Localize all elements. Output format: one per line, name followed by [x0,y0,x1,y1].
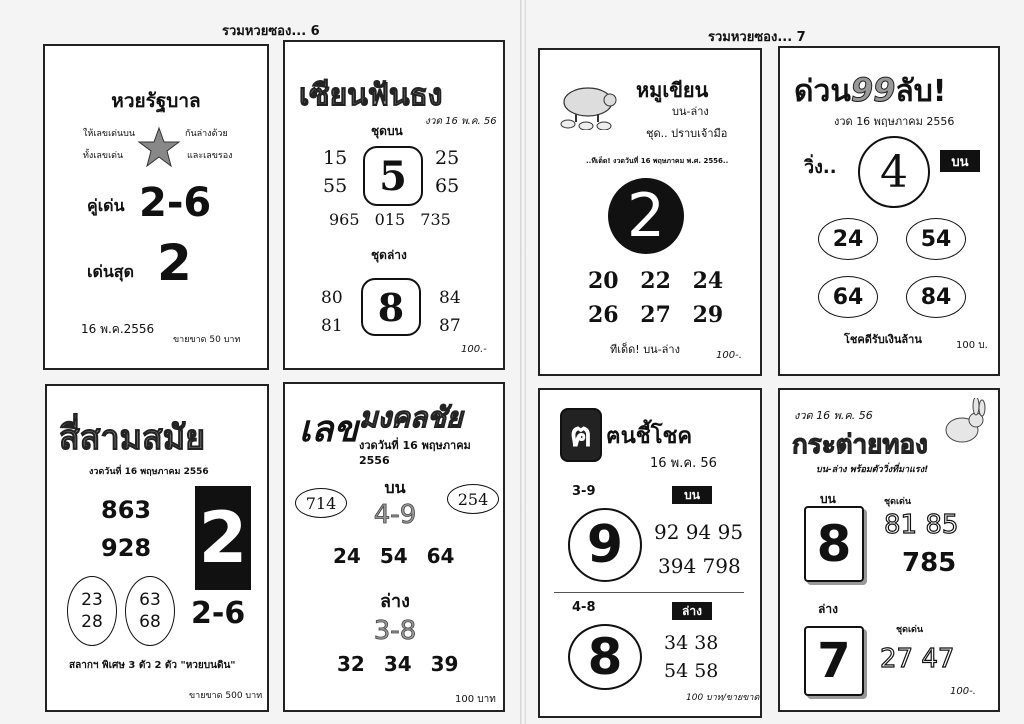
pair-value: 2-6 [139,180,212,226]
oval-1-b: 28 [81,612,103,632]
oval-2-a: 63 [139,590,161,610]
card-krata-thong [778,388,1000,712]
note-right-1: กันล่างด้วย [185,129,228,139]
right-page-header: รวมหวยซอง... 7 [708,30,806,45]
card-title: กระต่ายทอง [792,430,928,460]
upper-row1: 92 94 95 [654,520,744,544]
lower-right-2: 87 [439,316,461,336]
row1-c: 24 [692,268,724,294]
subtitle: บน-ล่าง [672,105,709,118]
price: 100-. [716,350,742,361]
divider [554,592,744,593]
date-line: ..ทีเด็ด! งวดวันที่ 16 พฤษภาคม พ.ศ. 2556.. [586,157,729,165]
upper-big: 8 [804,506,864,582]
note-right-2: และเลขรอง [187,151,233,161]
left-page-header: รวมหวยซอง... 6 [222,24,320,39]
pair-1: 24 [818,218,878,260]
row2-c: 29 [692,302,724,328]
card-duan-99-lap [778,46,1000,376]
upper-row-1: 965 [329,210,360,229]
date: งวดวันที่ 16 พฤษภาคม 2556 [89,467,209,477]
page-fold [520,0,526,724]
lower-set-label: ชุดเด่น [896,625,924,635]
top-value: 2 [157,234,192,292]
title-a: เลข [299,409,358,450]
pair-2: 54 [906,218,966,260]
lower-big: 8 [568,624,642,690]
lower-pair: 3-8 [373,616,417,646]
upper-label: บน [820,492,836,506]
lower-row2: 54 58 [664,660,719,682]
pig-icon [554,80,624,130]
row1-b: 22 [640,268,671,294]
big-number: 2 [195,486,251,590]
upper-main: 5 [363,146,423,206]
lower-left-1: 80 [321,288,343,308]
date: งวด 16 พ.ค. 56 [794,409,873,422]
row2-b: 27 [640,302,671,328]
upper-row-3: 64 [426,544,455,568]
upper-row2: 394 798 [658,554,741,578]
upper-set-label: ชุดเด่น [884,497,912,507]
lower-row-2: 34 [383,652,412,676]
subtitle: บน-ล่าง พร้อมตัววิ่งที่มาแรง! [816,465,929,475]
date: 16 พ.ค.2556 [81,322,155,336]
price: ขายขาด 500 บาท [189,691,263,701]
price: 100.- [461,344,487,355]
price: ขายขาด 50 บาท [173,335,241,345]
oval-1-a: 23 [81,590,103,610]
upper-pair: 3-9 [572,484,596,499]
upper-row-2: 015 [374,210,406,229]
upper-label: ชุดบน [371,124,403,138]
price: 100 บ. [956,340,988,351]
footer: โชคดีรับเงินล้าน [844,333,922,346]
footer: ทีเด็ด! บน-ล่าง [610,343,680,356]
lower-left-2: 81 [321,316,343,336]
top-label: เด่นสุด [87,262,134,281]
note-left-2: ทั้งเลขเด่น [83,151,124,161]
upper-pair: 4-9 [373,500,417,530]
oval-right: 254 [447,484,499,514]
upper-left-1: 15 [323,147,348,169]
date: งวด 16 พฤษภาคม 2556 [834,115,955,128]
num-a: 863 [101,496,152,524]
oval-left: 714 [295,488,347,518]
upper-right-1: 25 [435,147,460,169]
oval-1 [67,576,117,646]
price: 100-. [950,686,976,697]
pair: 2-6 [191,596,246,631]
row2-a: 26 [588,302,619,328]
card-title: ฅนชี้โชค [606,424,693,449]
lower-main: 8 [361,278,421,336]
note-left-1: ให้เลขเด่นบน [83,129,136,139]
footer: สลากฯ พิเศษ 3 ตัว 2 ตัว "หวยบนดิน" [69,660,236,671]
num-b: 928 [101,534,152,562]
card-si-sam-samai [45,384,269,712]
lower-row-1: 32 [337,652,365,676]
price: 100 บาท/ขายขาด [686,693,760,703]
card-lek-mongkolchai [283,382,505,712]
date: 16 พ.ค. 56 [650,456,717,471]
upper-tag: บน [672,486,712,504]
oval-2-b: 68 [139,612,161,632]
card-moo-sian [538,48,762,376]
row1-a: 20 [588,268,619,294]
rabbit-icon [938,398,990,448]
card-title: สี่สามสมัย [59,418,206,458]
lower-big: 7 [804,626,864,696]
date: งวดวันที่ 16 พฤษภาคม 2556 [359,439,471,467]
card-title: หวยรัฐบาล [111,90,201,112]
oval-2 [125,576,175,646]
upper-row-3: 735 [420,210,451,229]
upper-row-1: 24 [333,544,361,568]
lower-label: ล่าง [818,602,838,616]
lower-pair: 4-8 [572,600,596,615]
lower-row-3: 39 [430,652,459,676]
lower-right-1: 84 [439,288,461,308]
upper-big: 9 [568,508,642,582]
lower-label: ล่าง [380,591,410,612]
run-label: วิ่ง.. [804,157,837,178]
big-number: 2 [608,178,684,254]
card-title: หมูเขียน [636,78,709,102]
logo-badge: ฅ [560,408,602,462]
card-government-lottery [43,44,269,370]
lower-row: 27 47 [880,644,955,674]
title-c: ลับ! [895,74,947,109]
card-khon-chi-chok [538,388,762,718]
upper-label: บน [384,478,406,497]
date: งวด 16 พ.ค. 56 [425,116,497,127]
lower-row1: 34 38 [664,632,719,654]
pair-3: 64 [818,276,878,318]
title-b: มงคลชัย [359,401,463,434]
pair-label: คู่เด่น [87,196,125,215]
tagline: ชุด.. ปราบเจ้ามือ [646,127,728,140]
card-title: เซียนฟันธง [299,78,443,113]
upper-row: 81 85 [884,510,959,540]
upper-left-2: 55 [323,175,348,197]
card-sian-fan-thong [283,40,505,370]
price: 100 บาท [455,694,496,705]
title-b: 99 [850,71,896,109]
upper-row-2: 54 [379,544,408,568]
lower-tag: ล่าง [672,602,712,620]
upper-right-2: 65 [435,175,460,197]
star-icon [137,126,181,168]
pair-4: 84 [906,276,966,318]
upper-triple: 785 [902,548,957,578]
lower-label: ชุดล่าง [371,248,407,262]
title-a: ด่วน [794,74,851,109]
run-value: 4 [858,136,930,208]
top-tag: บน [940,150,980,172]
